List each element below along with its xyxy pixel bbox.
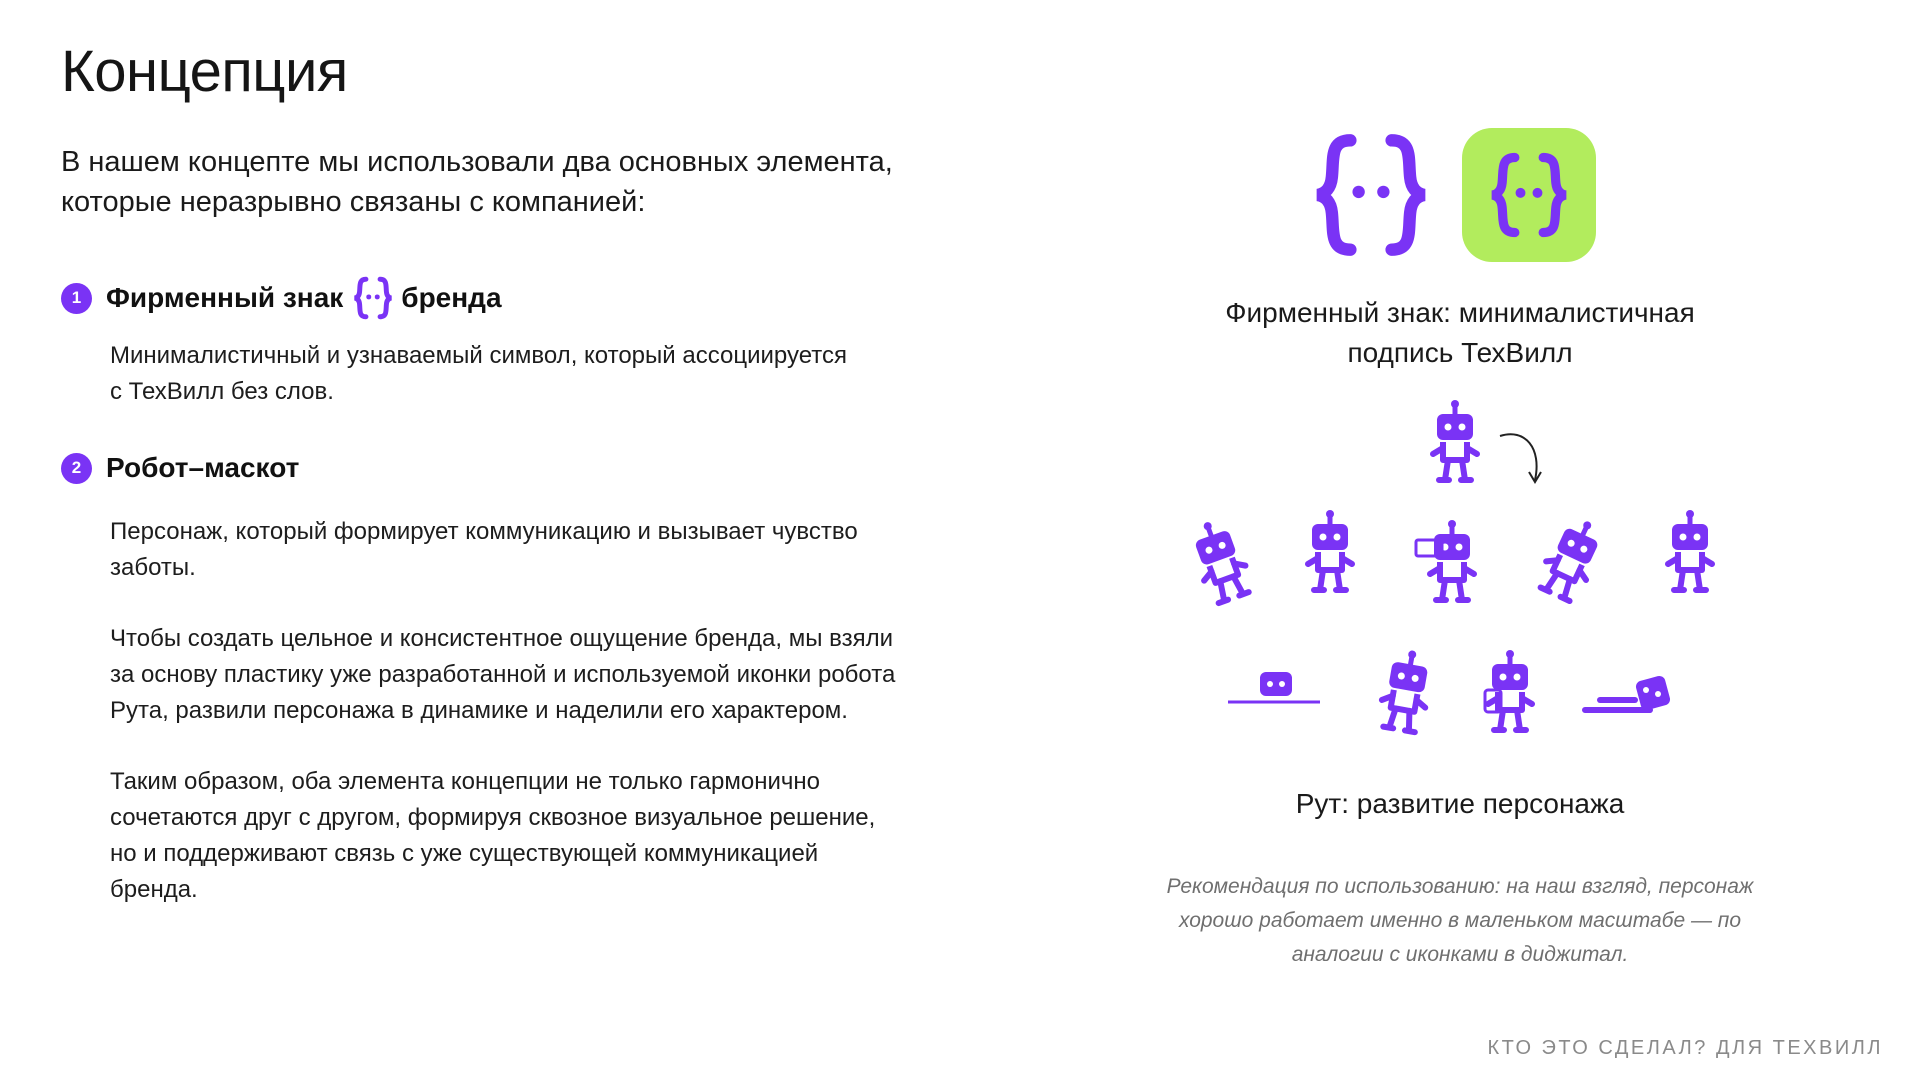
section-1-heading [61,275,502,321]
text-line: Минималистичный и узнаваемый символ, который ассоциируется [110,342,847,369]
text-line: сочетаются друг с другом, формируя сквозное визуальное решение, [110,804,876,831]
section-2-heading [61,452,299,484]
mascot-pose-bending [1535,512,1609,603]
section-1-description [110,338,990,410]
brand-mark-logo [1308,128,1434,262]
mascot-pose-standing [1433,400,1477,480]
mascot-pose-jumping [1308,510,1352,590]
mascot-pose-peeking [1228,672,1320,702]
brand-mark-app-icon [1462,128,1596,262]
mascot-pose-running [1377,647,1434,733]
text-line: заботы. [110,554,196,581]
page-title: Концепция [61,39,348,104]
text-line: Таким образом, оба элемента концепции не только гармонично [110,768,820,795]
mascot-pose-lying-back [1186,515,1255,605]
section-1-label-suffix: бренда [401,282,502,313]
text-line: Чтобы создать цельное и консистентное ощущение бренда, мы взяли [110,625,894,652]
mascot-pose-sitting [1668,510,1712,590]
intro-text [61,142,961,222]
paragraph [110,621,990,729]
section-1-label: Фирменный знак [106,282,344,313]
brand-mark-icon [351,275,395,321]
paragraph [110,764,990,908]
intro-line: В нашем концепте мы использовали два основных элемента, [61,146,893,178]
section-number-badge: 2 [61,453,92,484]
mascot-pose-with-tablet [1485,650,1532,730]
caption-line: Фирменный знак: минималистичная [1225,297,1695,328]
recommendation-line: хорошо работает именно в маленьком масштабе — по [1178,909,1742,932]
caption-line: подпись ТехВилл [1347,337,1573,368]
text-line: Рута, развили персонажа в динамике и наделили его характером. [110,697,848,724]
text-line: с ТехВилл без слов. [110,378,334,405]
text-line: Персонаж, который формирует коммуникацию и вызывает чувство [110,518,858,545]
recommendation-line: аналогии с иконками в диджитал. [1291,943,1629,966]
footer-credit: КТО ЭТО СДЕЛАЛ? ДЛЯ ТЕХВИЛЛ [1487,1037,1883,1059]
mascot-poses-illustration [1180,400,1740,760]
text-line: но и поддерживают связь с уже существующей коммуникацией [110,840,819,867]
brand-mark-caption [1120,293,1800,373]
text-line: за основу пластику уже разработанной и используемой иконки робота [110,661,896,688]
text-line: бренда. [110,876,198,903]
section-2-label: Робот–маскот [106,452,300,483]
intro-line: которые неразрывно связаны с компанией: [61,186,646,218]
section-number-badge: 1 [61,283,92,314]
paragraph [110,514,990,586]
mascot-pose-crawling [1585,675,1671,712]
mascot-caption: Рут: развитие персонажа [1295,788,1625,819]
mascot-pose-laptop [1416,520,1474,600]
brand-mark-icon [1486,149,1572,241]
usage-recommendation [1110,870,1810,972]
section-2-description [110,514,990,908]
recommendation-line: Рекомендация по использованию: на наш взгляд, персонаж [1166,875,1754,898]
